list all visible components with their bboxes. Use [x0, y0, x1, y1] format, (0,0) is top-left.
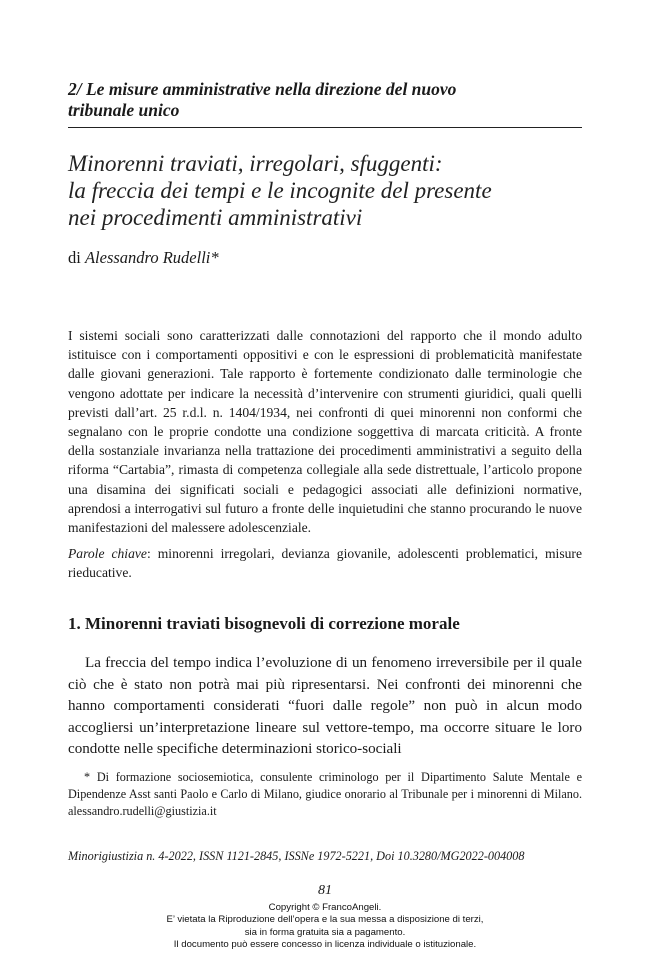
- article-title-line: la freccia dei tempi e le incognite del presente: [68, 178, 492, 203]
- article-title: [68, 150, 588, 231]
- copyright-line: sia in forma gratuita sia a pagamento.: [244, 926, 406, 938]
- section-heading-line: tribunale unico: [68, 100, 180, 120]
- keywords-label: Parole chiave: [68, 546, 147, 561]
- byline: [68, 248, 219, 268]
- abstract: I sistemi sociali sono caratterizzati dalle connotazioni del rapporto che il mondo adulto istituisce con i comportamenti oppositivi e con le espressioni di problematicità manifestate dalle giovani generazioni. Tale rapporto è fortemente condizionato dalle terminologie che vengono adottate per indicare la necessità d’intervenire con strumenti giuridici, quali quelli previsti dall’art. 25 r.d.l. n. 1404/1934, nei confronti di quei minorenni non conformi che segnalano con le proprie condotte una condizione soggettiva di marcata criticità. A fronte della sostanziale invarianza nella trattazione dei procedimenti amministrativi a seguito della riforma “Cartabia”, rimasta di competenza collegiale alla sede distrettuale, l’articolo propone una disamina dei significati sociali e pedagogici associati alle definizioni normative, aprendosi a interrogativi sul futuro a fronte delle inquietudini che stanno procurando le nuove manifestazioni del malessere adolescenziale.: [68, 328, 582, 536]
- copyright-line: Copyright © FrancoAngeli.: [268, 902, 382, 913]
- byline-prefix: di: [68, 248, 81, 267]
- copyright-notice: [0, 902, 650, 951]
- copyright-line: E’ vietata la Riproduzione dell’opera e la sua messa a disposizione di terzi,: [166, 914, 484, 926]
- author-footnote: * Di formazione sociosemiotica, consulente criminologo per il Dipartimento Salute Mentale e Dipendenze Asst santi Paolo e Carlo di Milano, giudice onorario al Tribunale per i minorenni di Milano. alessandro.rudelli@giustizia.it: [68, 770, 582, 818]
- section-1-heading: 1. Minorenni traviati bisognevoli di correzione morale: [68, 614, 460, 633]
- copyright-line: Il documento può essere concesso in licenza individuale o istituzionale.: [173, 938, 477, 950]
- body-paragraph: La freccia del tempo indica l’evoluzione di un fenomeno irreversibile per il quale ciò che è stato non potrà mai più ripresentarsi. Nei confronti dei minorenni che hanno comportamenti considerati “fuori dalle regole” non può in alcun modo accogliersi un’interpretazione lineare sul vettore-tempo, ma occorre situare le loro condotte nelle specifiche determinazioni storico-sociali: [68, 655, 582, 758]
- article-title-line: Minorenni traviati, irregolari, sfuggenti:: [68, 151, 443, 176]
- page-number: 81: [318, 883, 332, 898]
- article-title-line: nei procedimenti amministrativi: [68, 205, 363, 230]
- section-heading-line: 2/ Le misure amministrative nella direzione del nuovo: [68, 79, 457, 99]
- keywords-separator: :: [146, 546, 151, 561]
- keywords-list: minorenni irregolari, devianza giovanile, adolescenti problematici, misure rieducative.: [68, 546, 582, 581]
- keywords: [68, 544, 582, 582]
- author-name: Alessandro Rudelli*: [84, 248, 219, 267]
- section-divider: [68, 127, 582, 128]
- journal-citation: Minorigiustizia n. 4-2022, ISSN 1121-2845, ISSNe 1972-5221, Doi 10.3280/MG2022-004008: [68, 849, 525, 863]
- section-heading: [68, 79, 588, 121]
